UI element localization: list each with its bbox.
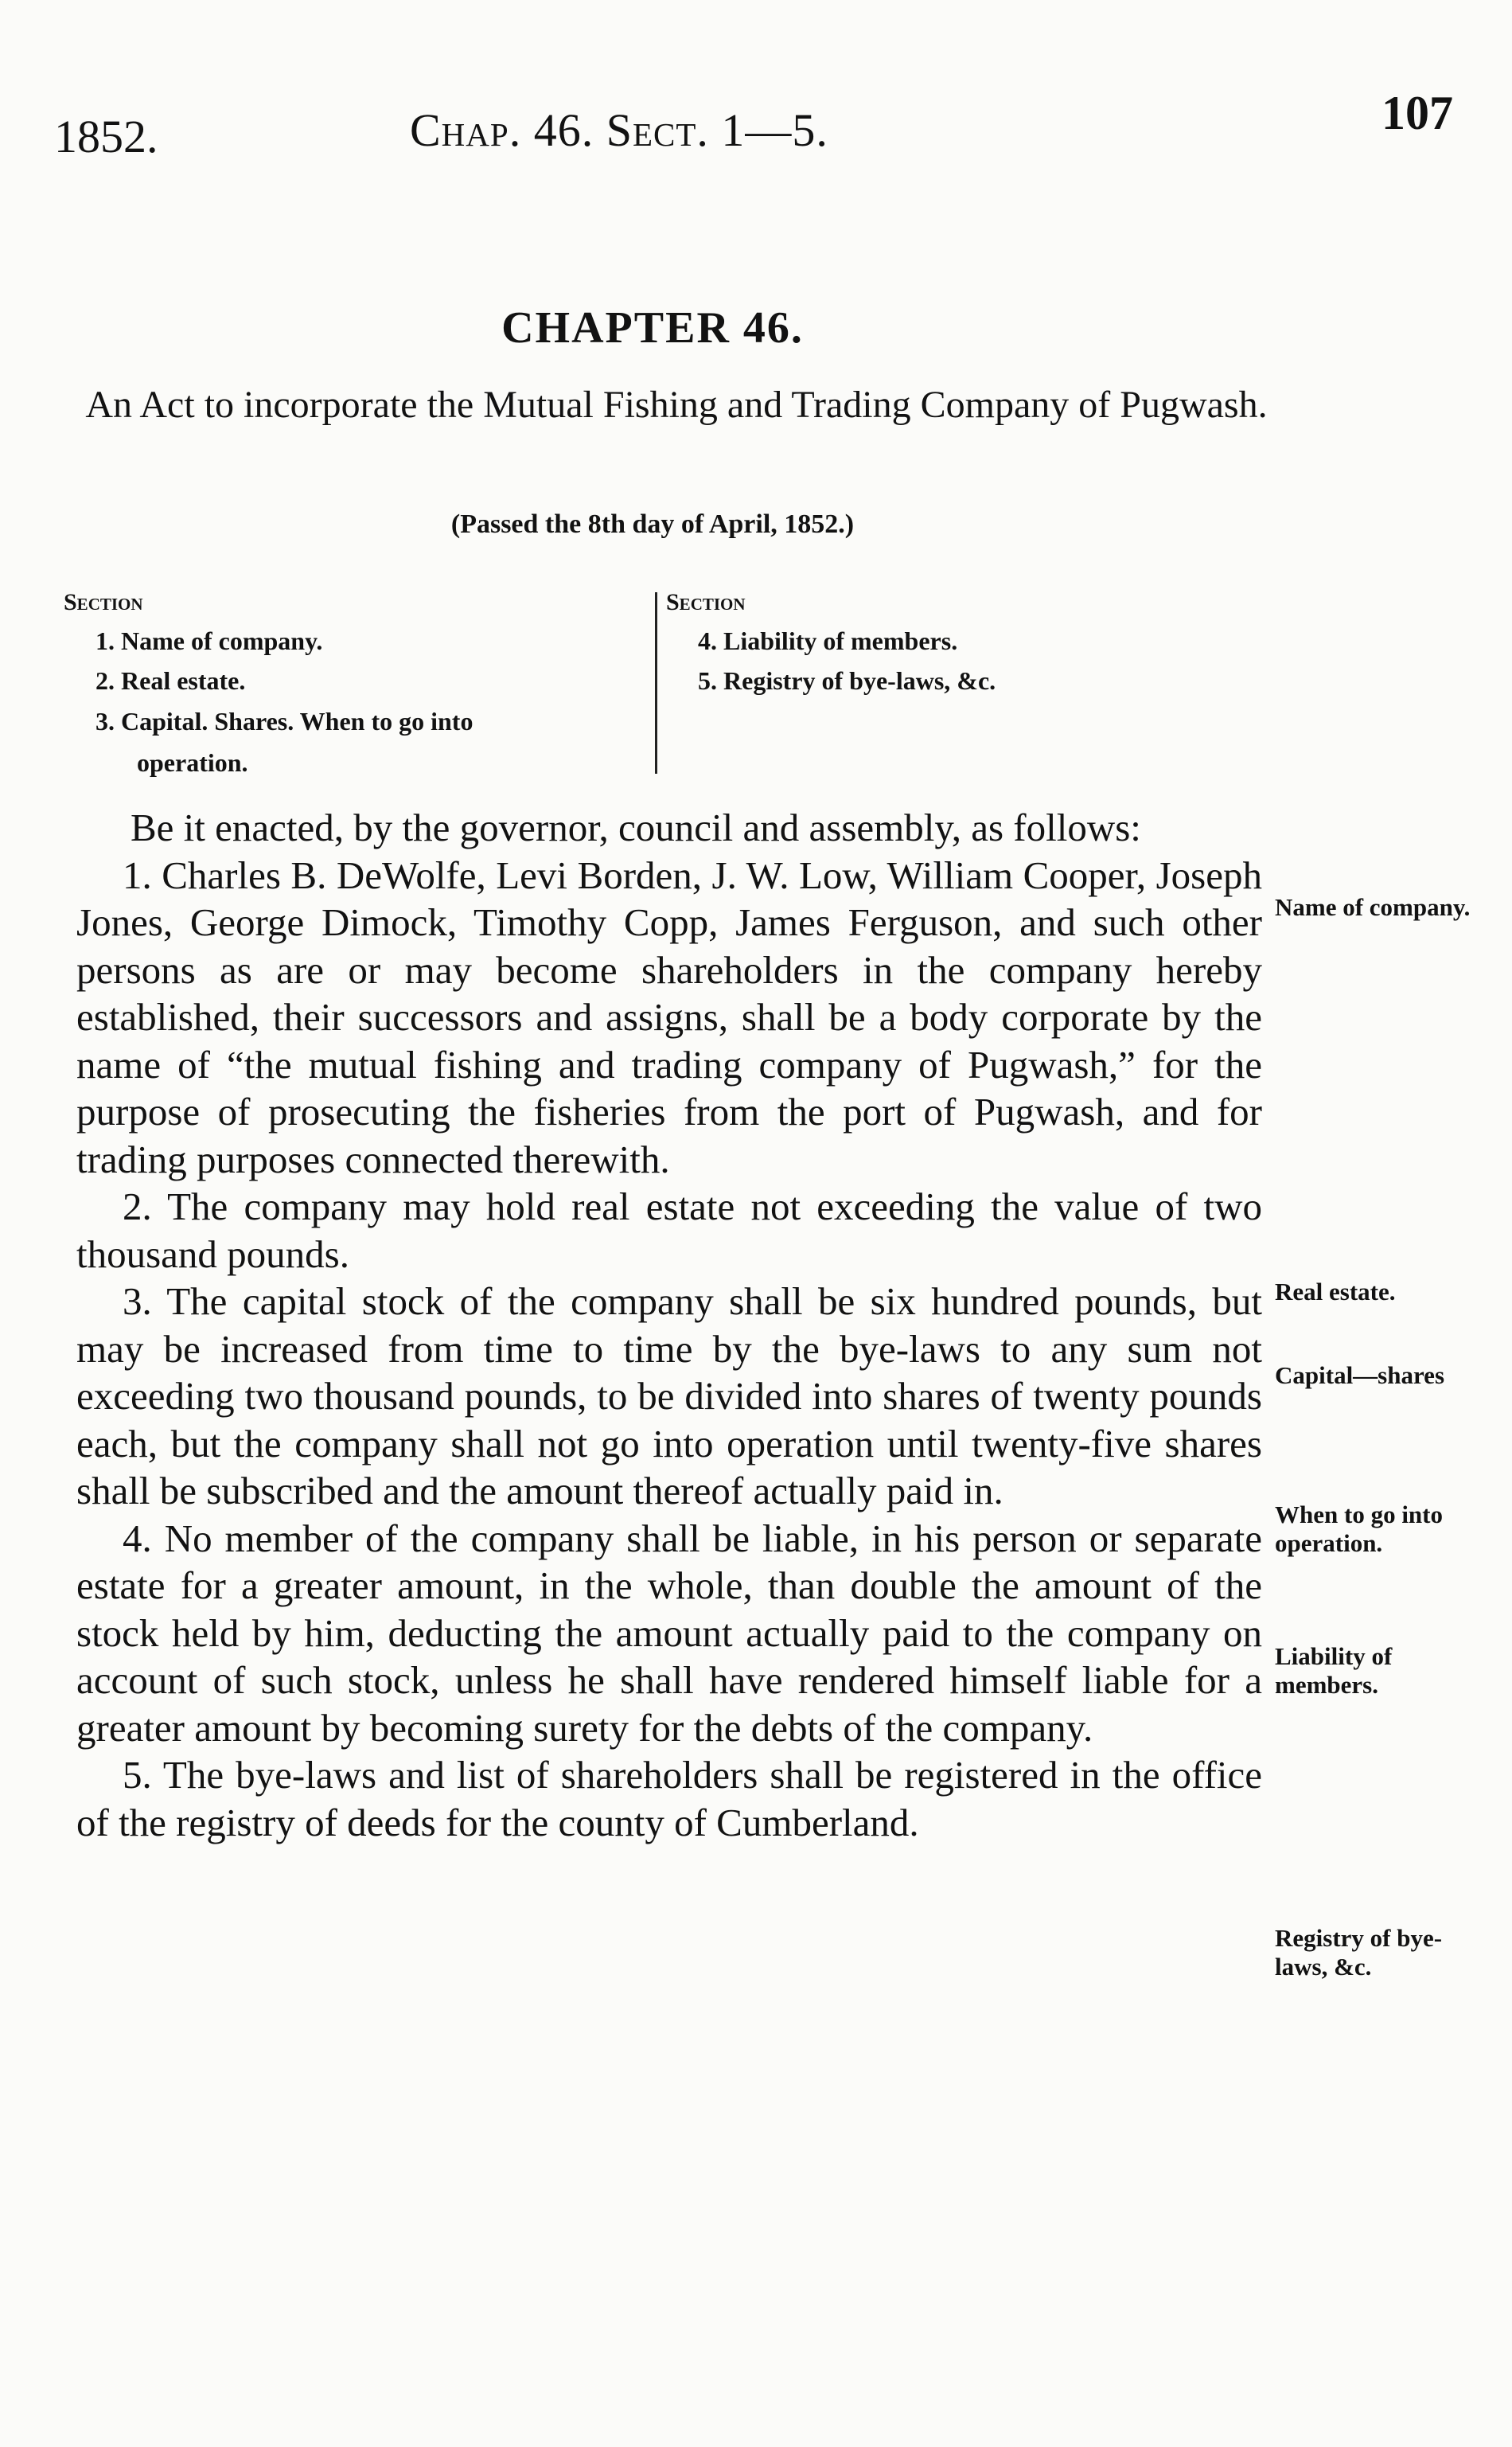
contents-heading-left: Section [64, 589, 143, 615]
toc-item-2: 2. Real estate. [95, 666, 246, 695]
margin-note-liability: Liability of members. [1275, 1642, 1393, 1699]
contents-right-column [657, 589, 1112, 701]
section-2: 2. The company may hold real estate not exceeding the value of two thousand pounds. [76, 1184, 1262, 1276]
margin-note-capital: Capital—shares [1275, 1361, 1445, 1389]
toc-item-4: 4. Liability of members. [698, 626, 958, 655]
running-head-year: 1852. [54, 111, 158, 162]
enacting-clause: Be it enacted, by the governor, council and assembly, as follows: [131, 806, 1141, 849]
section-1: 1. Charles B. DeWolfe, Levi Borden, J. W. Low, William Cooper, Joseph Jones, George Dimock, Timothy Copp, James Ferguson, and such other persons as are or may become shareholders in the company hereby established, their successors and assigns, shall be a body corporate by the name of “the mutual fishing and trading company of Pugwash,” for the purpose of prosecuting the fisheries from the port of Pugwash, and for trading purposes connected therewith. [76, 853, 1262, 1181]
margin-note-registry: Registry of bye-laws, &c. [1275, 1924, 1443, 1981]
toc-item-3-text: 3. Capital. Shares. When to go into [95, 707, 473, 736]
margin-note-operation: When to go into operation. [1275, 1501, 1443, 1557]
toc-item-5: 5. Registry of bye-laws, &c. [698, 666, 996, 695]
act-body [76, 804, 1262, 1846]
section-contents [64, 589, 1114, 780]
section-4: 4. No member of the company shall be liable, in his person or separate estate for a greater amount, in the whole, than double the amount of the stock held by him, deducting the amount actually paid to the company on account of such stock, unless he shall have rendered himself liable for a greater amount by becoming surety for the debts of the company. [76, 1516, 1262, 1750]
running-head-chapter-section: Chap. 46. Sect. 1—5. [410, 104, 828, 156]
toc-item-1: 1. Name of company. [95, 626, 323, 655]
section-5: 5. The bye-laws and list of shareholders shall be registered in the office of the registry of deeds for the county of Cumberland. [76, 1753, 1262, 1844]
act-title: An Act to incorporate the Mutual Fishing and Trading Company of Pugwash. [85, 384, 1268, 426]
passed-date: (Passed the 8th day of April, 1852.) [450, 509, 855, 539]
contents-left-column [64, 589, 653, 783]
contents-heading-right: Section [666, 589, 746, 615]
page-number: 107 [1381, 87, 1453, 139]
running-head [0, 86, 1512, 162]
section-3: 3. The capital stock of the company shall be six hundred pounds, but may be increased from time to time by the bye-laws to any sum not exceeding two thousand pounds, to be divided into shares of twenty pounds each, but the company shall not go into operation until twenty-five shares shall be subscribed and the amount thereof actually paid in. [76, 1279, 1262, 1512]
chapter-title: CHAPTER 46. [501, 303, 804, 353]
toc-item-3 [64, 701, 653, 783]
margin-note-name: Name of company. [1275, 893, 1471, 921]
margin-note-real-estate: Real estate. [1275, 1278, 1396, 1305]
toc-item-3-continuation: operation. [137, 748, 248, 777]
